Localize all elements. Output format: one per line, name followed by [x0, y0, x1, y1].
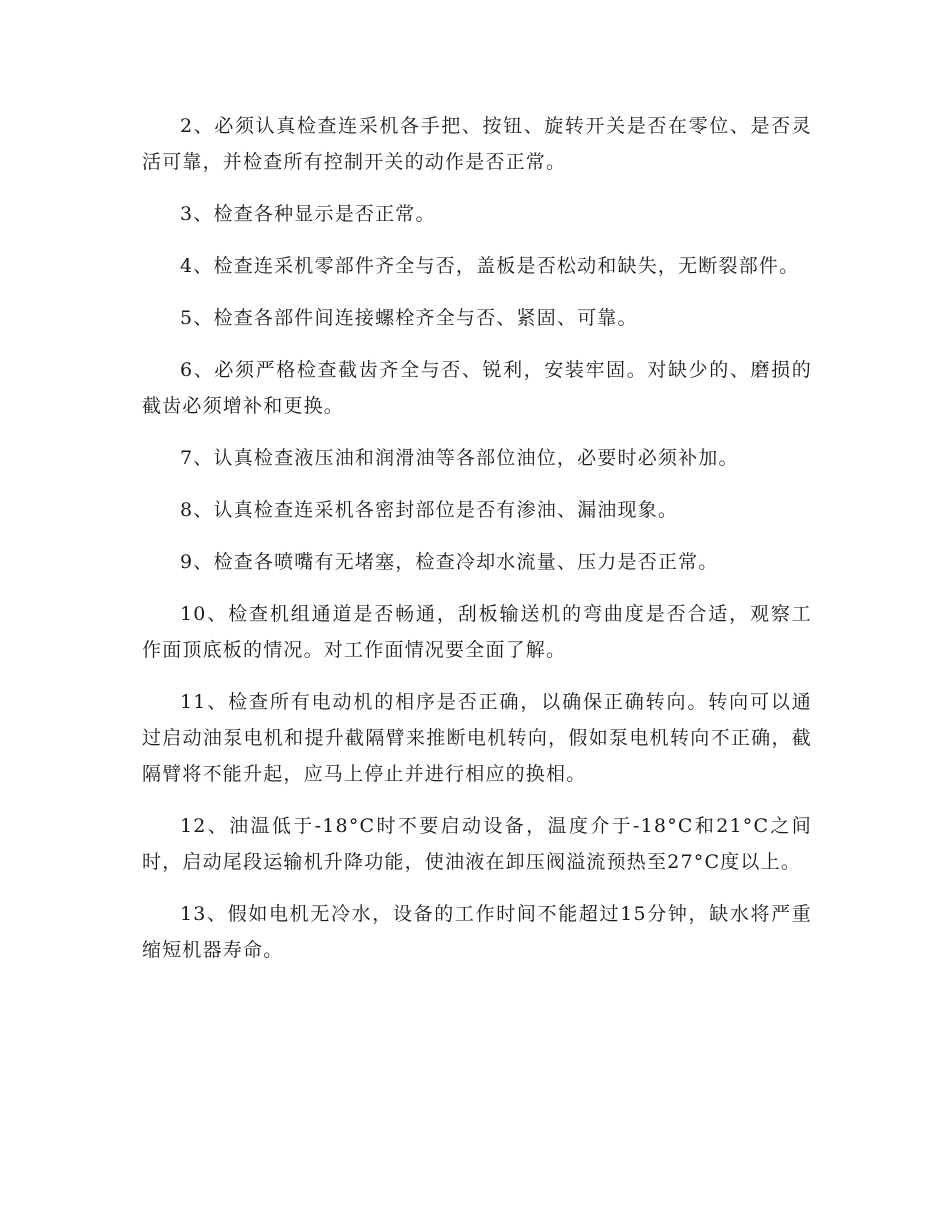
paragraph-item-11: 11、检查所有电动机的相序是否正确，以确保正确转向。转向可以通过启动油泵电机和提升截隔臂来推断电机转向，假如泵电机转向不正确，截隔臂将不能升起，应马上停止并进行相应的换相。 — [142, 691, 812, 785]
document-body — [142, 108, 812, 984]
paragraph-item-2: 2、必须认真检查连采机各手把、按钮、旋转开关是否在零位、是否灵活可靠，并检查所有控制开关的动作是否正常。 — [142, 115, 812, 173]
paragraph-item-9: 9、检查各喷嘴有无堵塞，检查冷却水流量、压力是否正常。 — [180, 551, 719, 573]
paragraph-item-5: 5、检查各部件间连接螺栓齐全与否、紧固、可靠。 — [180, 307, 638, 329]
paragraph-item-7: 7、认真检查液压油和润滑油等各部位油位，必要时必须补加。 — [180, 447, 739, 469]
paragraph-item-12: 12、油温低于-18°C时不要启动设备，温度介于-18°C和21°C之间时，启动尾段运输机升降功能，使油液在卸压阀溢流预热至27°C度以上。 — [142, 815, 812, 873]
paragraph-item-13: 13、假如电机无冷水，设备的工作时间不能超过15分钟，缺水将严重缩短机器寿命。 — [142, 903, 812, 961]
paragraph-item-4: 4、检查连采机零部件齐全与否，盖板是否松动和缺失，无断裂部件。 — [180, 255, 800, 277]
paragraph-item-10: 10、检查机组通道是否畅通，刮板输送机的弯曲度是否合适，观察工作面顶底板的情况。对工作面情况要全面了解。 — [142, 603, 812, 661]
paragraph-item-3: 3、检查各种显示是否正常。 — [180, 203, 436, 225]
paragraph-item-8: 8、认真检查连采机各密封部位是否有渗油、漏油现象。 — [180, 499, 679, 521]
paragraph-item-6: 6、必须严格检查截齿齐全与否、锐利，安装牢固。对缺少的、磨损的截齿必须增补和更换。 — [142, 359, 812, 417]
